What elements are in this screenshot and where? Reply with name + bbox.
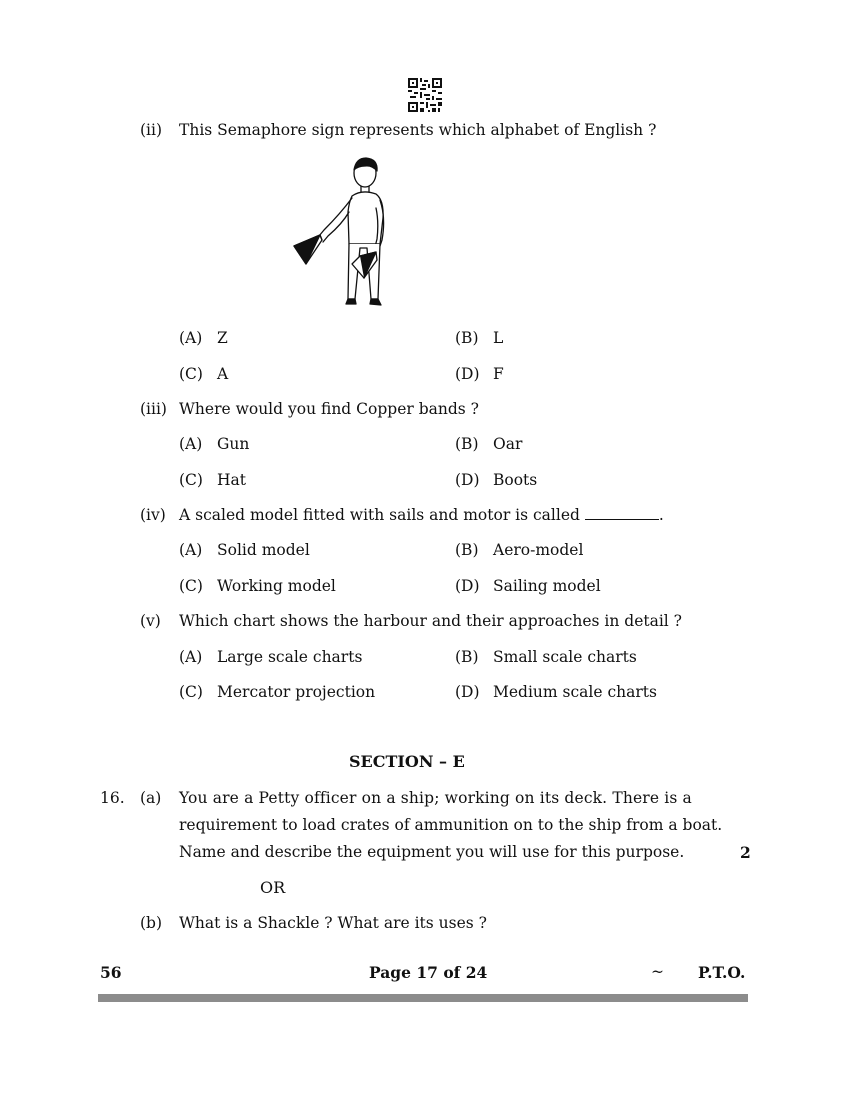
option-text: Solid model: [217, 541, 310, 559]
option-text: A: [217, 365, 229, 383]
question-number: (ii): [140, 121, 163, 139]
paper-code: 56: [100, 963, 122, 982]
option-label: (D): [455, 365, 480, 383]
option-text: Boots: [493, 471, 538, 489]
option-label: (D): [455, 471, 480, 489]
footer-divider: [98, 994, 748, 1002]
option-label: (A): [179, 435, 203, 453]
semaphore-person-figure: [292, 156, 392, 312]
option-label: (A): [179, 329, 203, 347]
option-text: Aero-model: [493, 541, 584, 559]
option-text: Gun: [217, 435, 250, 453]
marks: 2: [740, 843, 751, 862]
option-text: Z: [217, 329, 228, 347]
question-text: What is a Shackle ? What are its uses ?: [179, 914, 487, 932]
option-label: (C): [179, 365, 203, 383]
option-label: (A): [179, 541, 203, 559]
option-text: L: [493, 329, 504, 347]
option-text: Hat: [217, 471, 246, 489]
fill-in-blank: [585, 518, 659, 520]
option-text: Mercator projection: [217, 683, 376, 701]
pto-label: P.T.O.: [698, 963, 746, 982]
question-number: (iii): [140, 400, 167, 418]
option-label: (A): [179, 648, 203, 666]
option-text: F: [493, 365, 504, 383]
option-label: (B): [455, 541, 479, 559]
question-number: 16.: [100, 789, 125, 807]
question-text-line: Name and describe the equipment you will use for this purpose.: [179, 843, 685, 861]
page-number: Page 17 of 24: [369, 963, 488, 982]
option-label: (B): [455, 329, 479, 347]
option-text: Sailing model: [493, 577, 601, 595]
question-text-line: requirement to load crates of ammunition on to the ship from a boat.: [179, 816, 723, 834]
option-label: (C): [179, 471, 203, 489]
question-number: (iv): [140, 506, 166, 524]
qr-code-icon: [408, 78, 442, 112]
option-label: (C): [179, 683, 203, 701]
option-label: (D): [455, 683, 480, 701]
question-text: Where would you find Copper bands ?: [179, 400, 479, 418]
question-text: A scaled model fitted with sails and motor is called .: [179, 506, 664, 524]
option-label: (B): [455, 435, 479, 453]
option-text: Medium scale charts: [493, 683, 657, 701]
question-text-line: You are a Petty officer on a ship; working on its deck. There is a: [179, 789, 692, 807]
question-number: (v): [140, 612, 161, 630]
option-text: Small scale charts: [493, 648, 637, 666]
option-text: Oar: [493, 435, 523, 453]
question-text: This Semaphore sign represents which alphabet of English ?: [179, 121, 657, 139]
option-label: (B): [455, 648, 479, 666]
option-label: (C): [179, 577, 203, 595]
section-title: SECTION – E: [349, 752, 465, 771]
question-text: Which chart shows the harbour and their approaches in detail ?: [179, 612, 682, 630]
or-separator: OR: [260, 878, 286, 897]
tilde-mark: ~: [651, 963, 664, 981]
option-label: (D): [455, 577, 480, 595]
option-text: Working model: [217, 577, 336, 595]
part-label: (b): [140, 914, 163, 932]
option-text: Large scale charts: [217, 648, 363, 666]
part-label: (a): [140, 789, 162, 807]
